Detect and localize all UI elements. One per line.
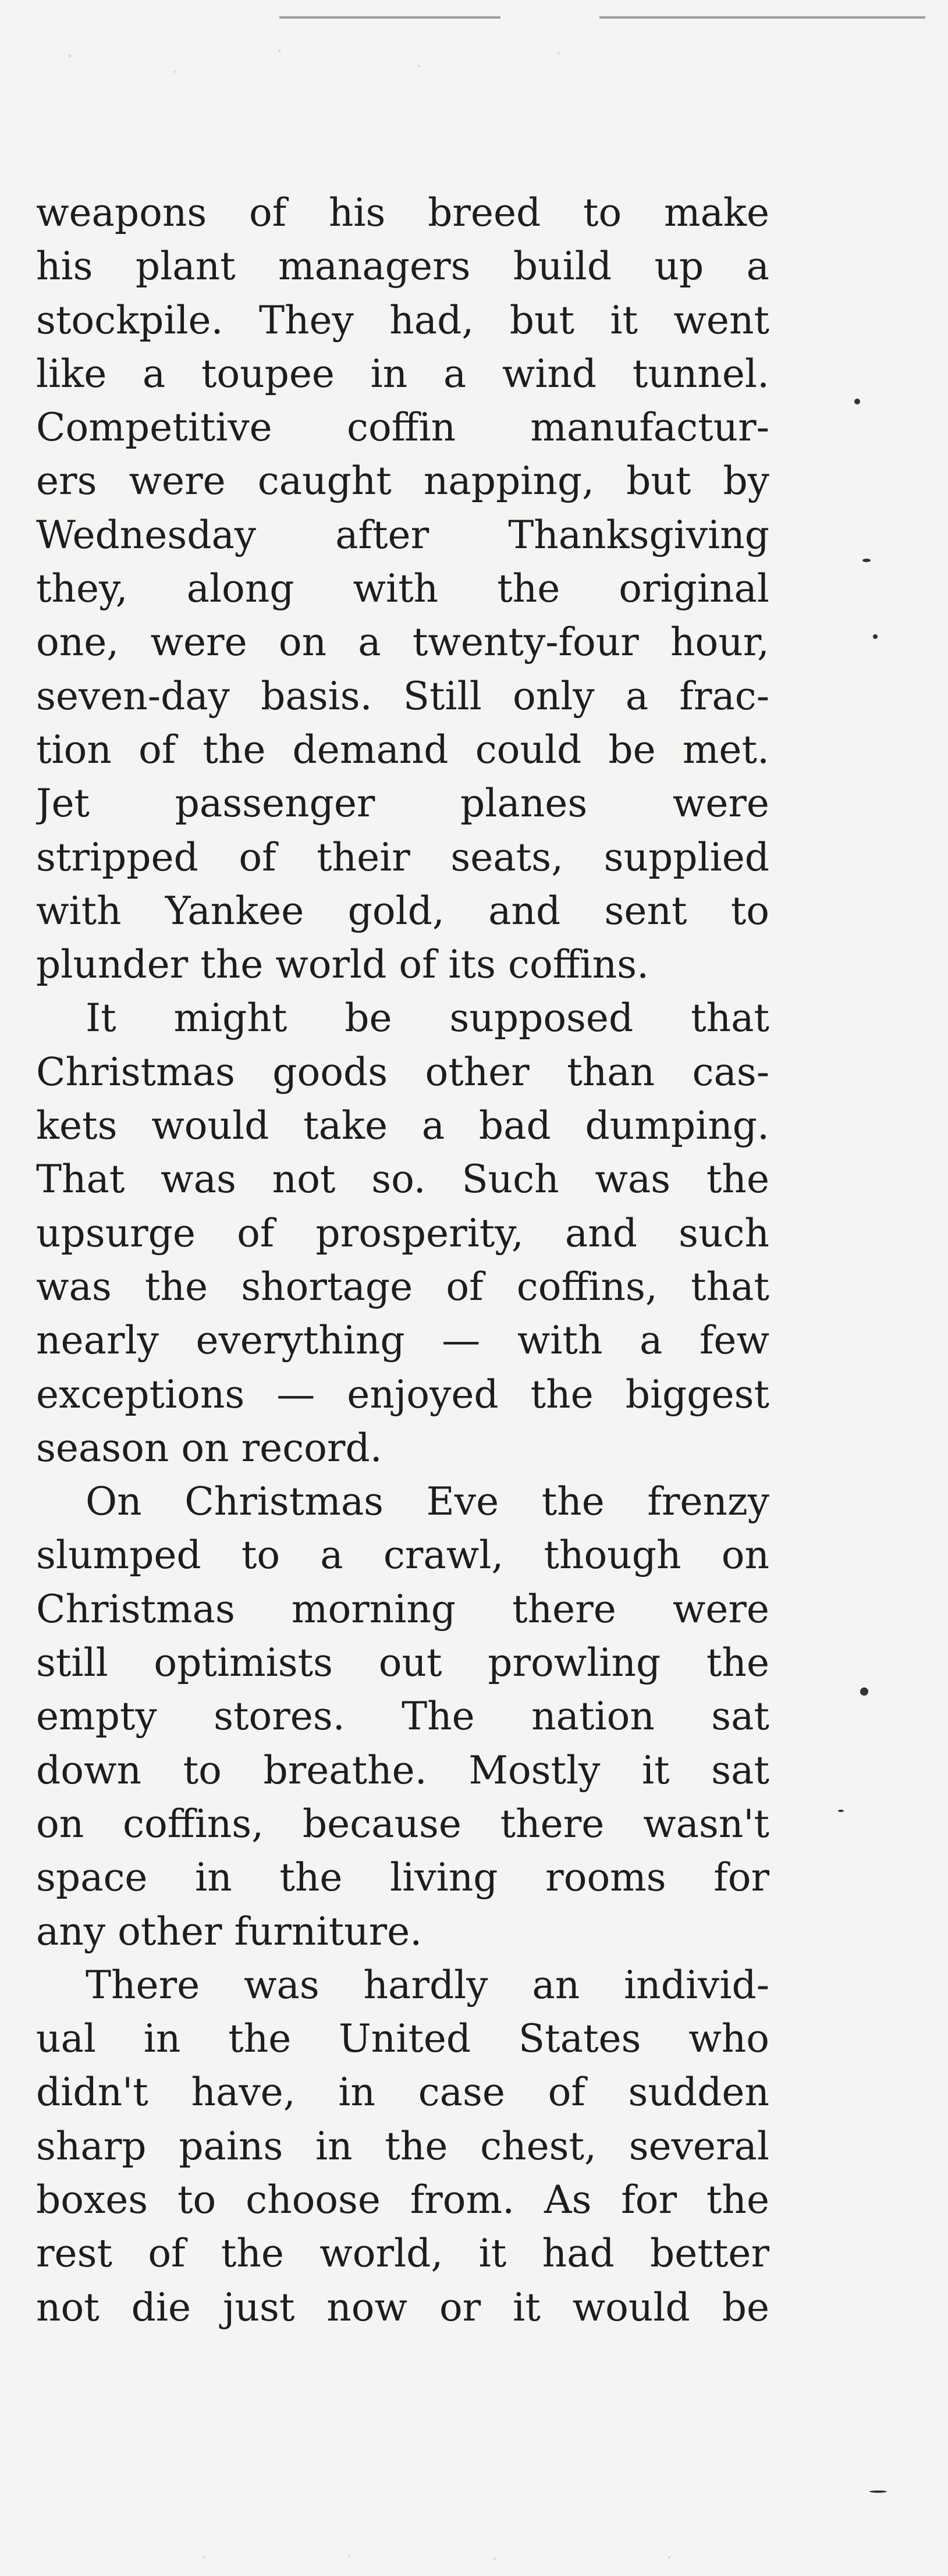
- text-line: empty stores. The nation sat: [36, 1694, 769, 1739]
- text-line: There was hardly an individ-: [86, 1962, 769, 2007]
- margin-mark: [873, 634, 878, 639]
- text-line: Christmas morning there were: [36, 1586, 769, 1632]
- text-line: any other furniture.: [36, 1909, 422, 1954]
- margin-mark: [869, 2490, 887, 2493]
- margin-mark: [860, 1687, 868, 1696]
- top-rule-right: [599, 16, 925, 19]
- text-line: Competitive coffin manufactur-: [36, 405, 769, 450]
- margin-mark: [862, 559, 871, 562]
- paragraph: [36, 186, 769, 992]
- text-line: tion of the demand could be met.: [36, 727, 769, 772]
- text-line: still optimists out prowling the: [36, 1640, 769, 1686]
- text-line: space in the living rooms for: [36, 1855, 769, 1900]
- text-line: ual in the United States who: [36, 2016, 769, 2062]
- text-line: was the shortage of coffins, that: [36, 1264, 769, 1309]
- bottom-scan-noise: [175, 2549, 757, 2566]
- text-line: rest of the world, it had better: [36, 2231, 769, 2276]
- text-line: one, were on a twenty-four hour,: [36, 620, 769, 665]
- text-line: Jet passenger planes were: [36, 781, 769, 826]
- text-line: like a toupee in a wind tunnel.: [36, 351, 769, 396]
- text-line: Wednesday after Thanksgiving: [36, 512, 769, 557]
- text-line: kets would take a bad dumping.: [36, 1103, 769, 1149]
- text-line: nearly everything — with a few: [36, 1318, 769, 1363]
- text-line: didn't have, in case of sudden: [36, 2070, 769, 2115]
- margin-mark: [838, 1810, 844, 1812]
- text-line: stockpile. They had, but it went: [36, 297, 769, 343]
- text-line: upsurge of prosperity, and such: [36, 1210, 769, 1256]
- text-line: That was not so. Such was the: [36, 1157, 769, 1202]
- text-line: his plant managers build up a: [36, 244, 769, 289]
- margin-mark: [854, 399, 860, 404]
- text-line: exceptions — enjoyed the biggest: [36, 1372, 769, 1417]
- top-scan-noise: [0, 35, 698, 87]
- text-line: weapons of his breed to make: [36, 190, 769, 235]
- text-line: slumped to a crawl, though on: [36, 1533, 769, 1578]
- text-line: stripped of their seats, supplied: [36, 834, 769, 880]
- paragraph: [36, 1475, 769, 1959]
- text-line: seven-day basis. Still only a frac-: [36, 673, 769, 719]
- text-line: ers were caught napping, but by: [36, 459, 769, 504]
- text-line: sharp pains in the chest, several: [36, 2123, 769, 2169]
- text-line: On Christmas Eve the frenzy: [86, 1479, 769, 1525]
- text-line: down to breathe. Mostly it sat: [36, 1747, 769, 1793]
- article-text-column: [36, 186, 769, 2335]
- top-rule-left: [279, 16, 500, 19]
- text-line: It might be supposed that: [86, 996, 769, 1041]
- paragraph: [36, 992, 769, 1475]
- text-line: boxes to choose from. As for the: [36, 2177, 769, 2222]
- text-line: season on record.: [36, 1425, 382, 1470]
- paragraph: [36, 1959, 769, 2335]
- text-line: on coffins, because there wasn't: [36, 1801, 769, 1846]
- text-line: with Yankee gold, and sent to: [36, 888, 769, 933]
- text-line: they, along with the original: [36, 566, 769, 612]
- text-line: plunder the world of its coffins.: [36, 942, 649, 987]
- text-line: not die just now or it would be: [36, 2284, 769, 2330]
- text-line: Christmas goods other than cas-: [36, 1049, 769, 1095]
